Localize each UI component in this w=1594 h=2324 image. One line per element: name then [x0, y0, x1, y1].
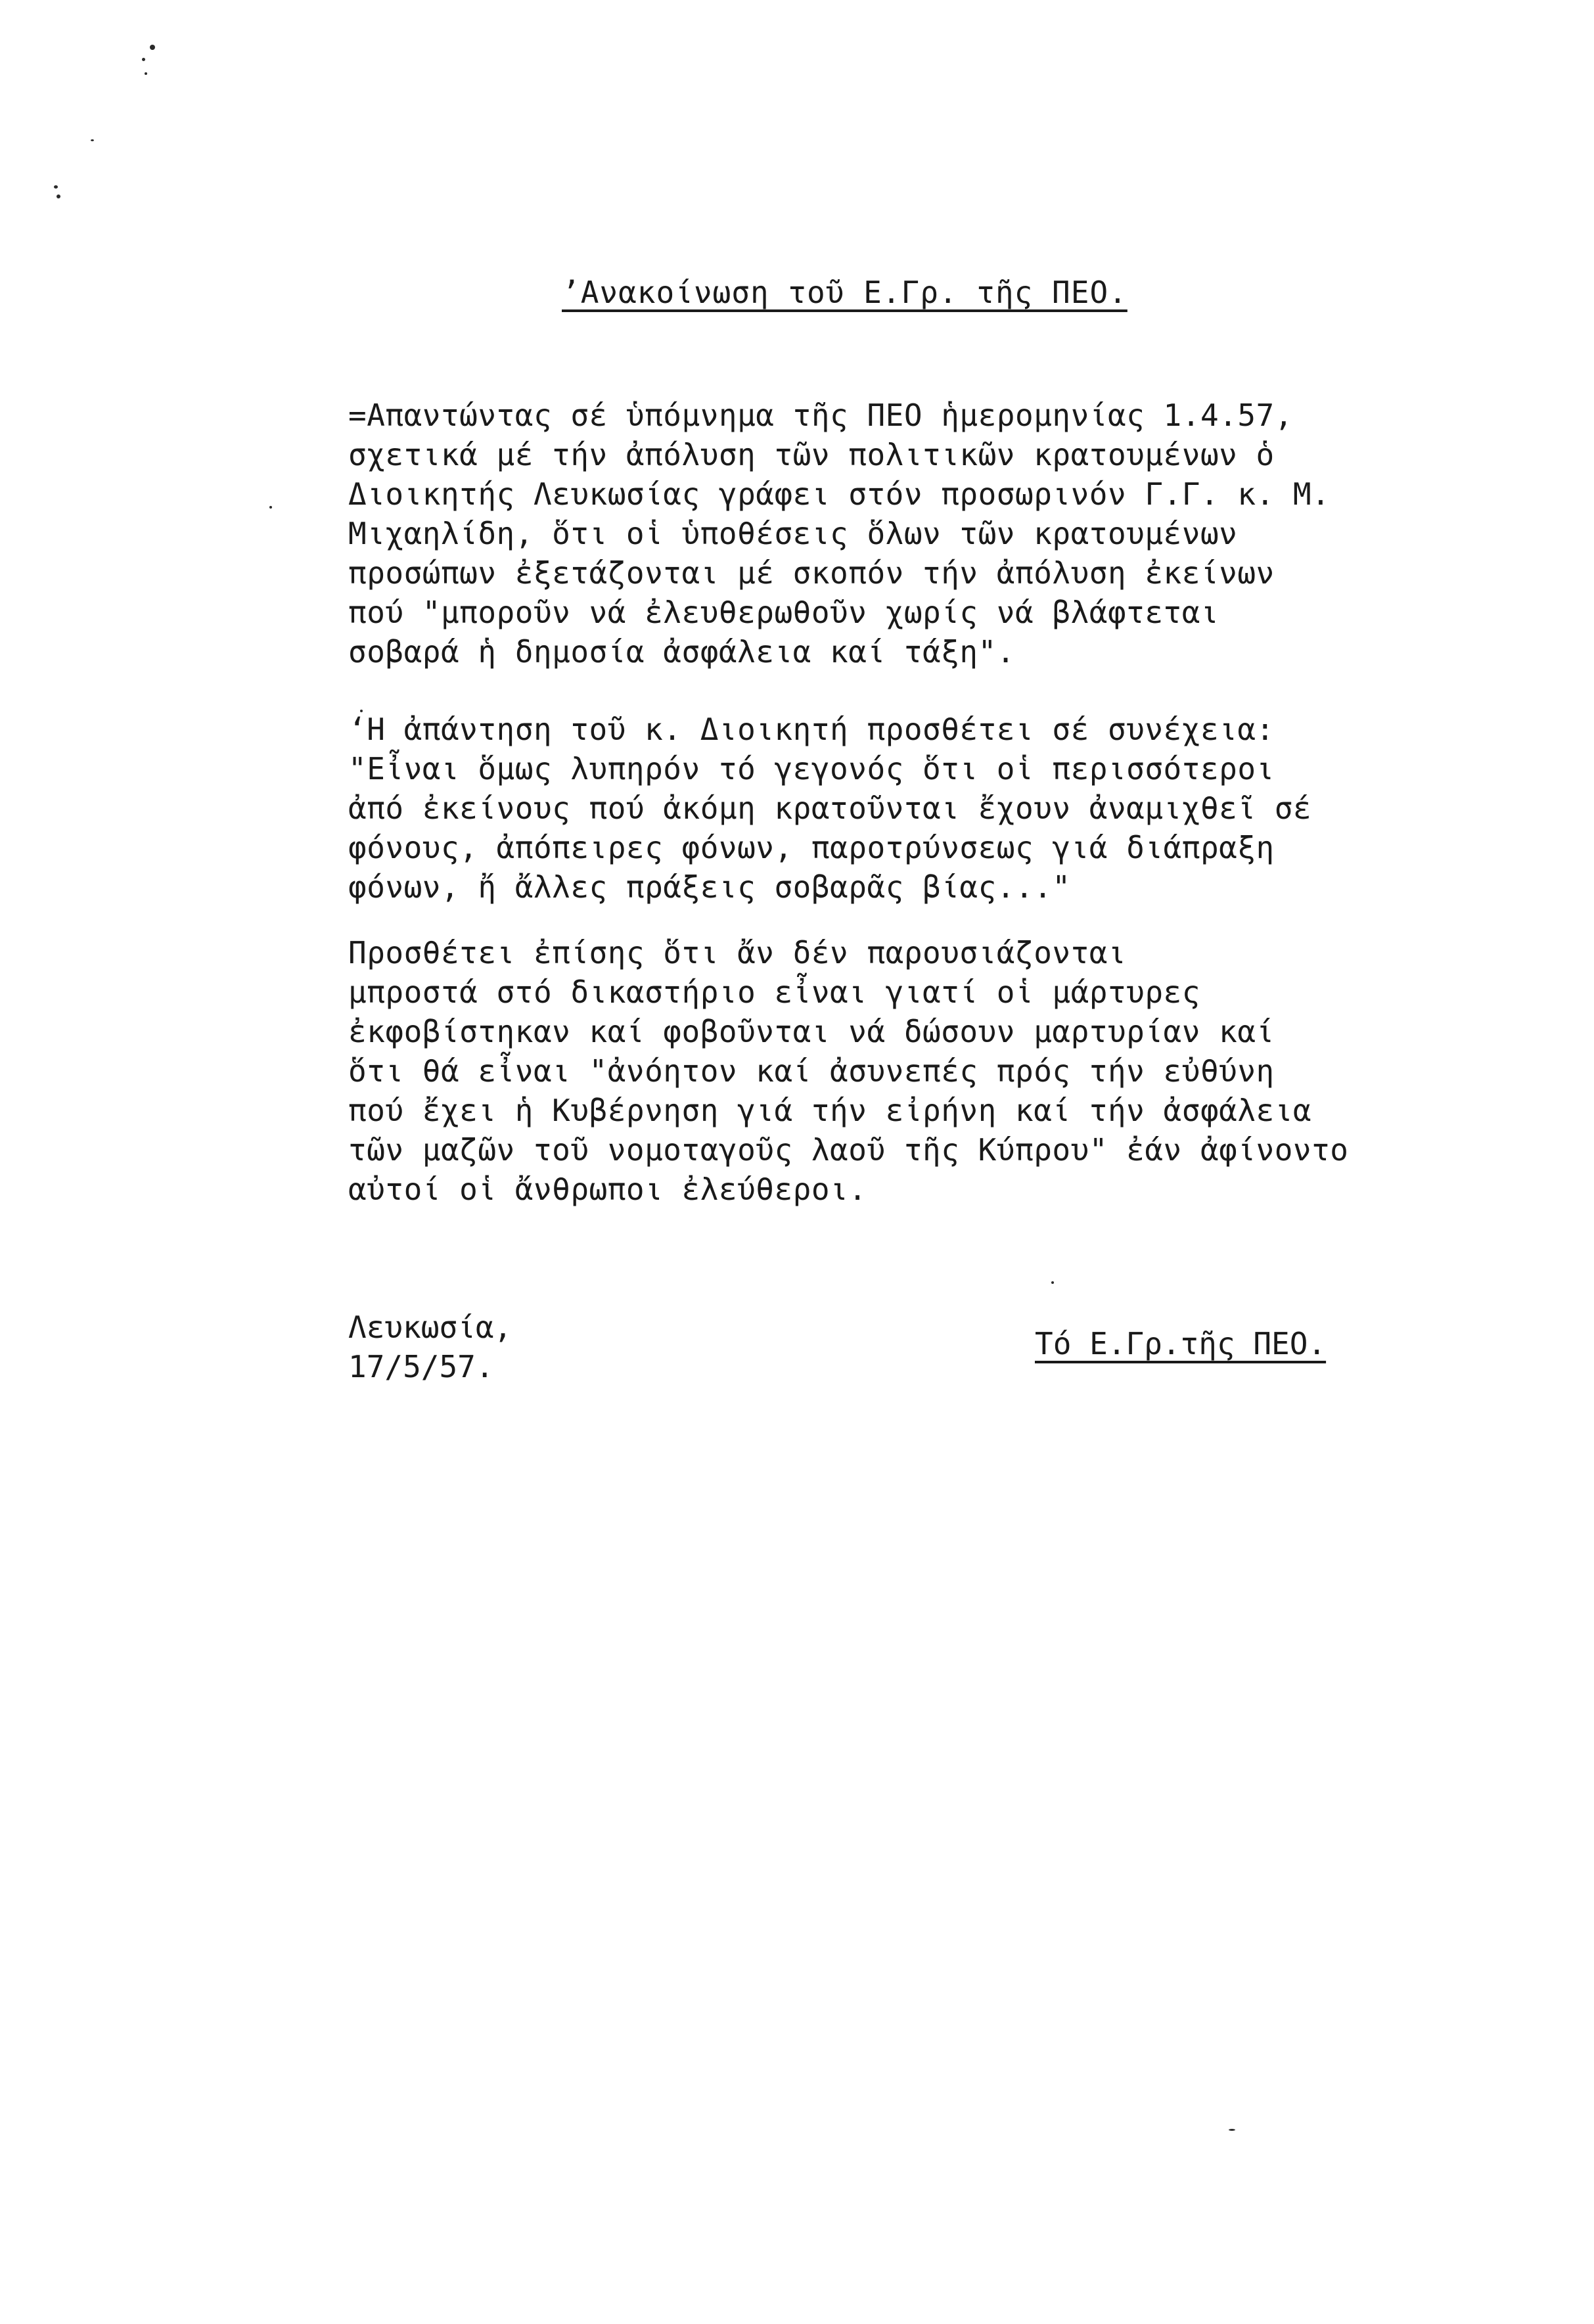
scan-speck [269, 506, 272, 509]
date-line: 17/5/57. [348, 1349, 494, 1384]
scan-speck [142, 58, 145, 61]
scan-speck [150, 45, 155, 50]
paragraph-3: Προσθέτει ἐπίσης ὅτι ἄν δέν παρουσιάζονται μπροστά στό δικαστήριο εἶναι γιατί οἱ μάρτυρες ἐκφοβίστηκαν καί φοβοῦνται νά δώσουν μαρτυρίαν καί ὅτι θά εἶναι "ἀνόητον καί ἀσυνεπές πρός τήν εὐθύνη πού ἔχει ἡ Κυβέρνηση γιά τήν εἰρήνη καί τήν ἀσφάλεια τῶν μαζῶν τοῦ νομοταγοῦς λαοῦ τῆς Κύπρου" ἐάν ἀφίνοντο αὐτοί οἱ ἄνθρωποι ἐλεύθεροι. [348, 935, 1349, 1207]
paragraph-1: =Απαντώντας σέ ὑπόμνημα τῆς ΠΕΟ ἡμερομηνίας 1.4.57, σχετικά μέ τήν ἀπόλυση τῶν πολιτικῶν κρατουμένων ὁ Διοικητής Λευκωσίας γράφει στόν προσωρινόν Γ.Γ. κ. Μ. Μιχαηλίδη, ὅτι οἱ ὑποθέσεις ὅλων τῶν κρατουμένων προσώπων ἐξετάζονται μέ σκοπόν τήν ἀπόλυση ἐκείνων πού "μποροῦν νά ἐλευθερωθοῦν χωρίς νά βλάφτεται σοβαρά ἡ δημοσία ἀσφάλεια καί τάξη". [348, 398, 1331, 670]
document-title: ’Ανακοίνωση τοῦ Ε.Γρ. τῆς ΠΕΟ. [562, 275, 1127, 310]
scan-speck [91, 139, 94, 141]
place-line: Λευκωσία, [348, 1310, 512, 1345]
scan-speck [145, 72, 147, 75]
scan-speck [1051, 1281, 1054, 1284]
signature-line: Τό Ε.Γρ.τῆς ΠΕΟ. [1035, 1326, 1327, 1361]
paragraph-2: ‘Η ἀπάντηση τοῦ κ. Διοικητή προσθέτει σέ συνέχεια: "Εἶναι ὅμως λυπηρόν τό γεγονός ὅτι οἱ περισσότεροι ἀπό ἐκείνους πού ἀκόμη κρατοῦνται ἔχουν ἀναμιχθεῖ σέ φόνους, ἀπόπειρες φόνων, παροτρύνσεως γιά διάπραξη φόνων, ἤ ἄλλες πράξεις σοβαρᾶς βίας..." [348, 712, 1312, 905]
scan-speck [54, 185, 58, 189]
scan-speck [1229, 2129, 1235, 2131]
scan-speck [57, 194, 60, 198]
